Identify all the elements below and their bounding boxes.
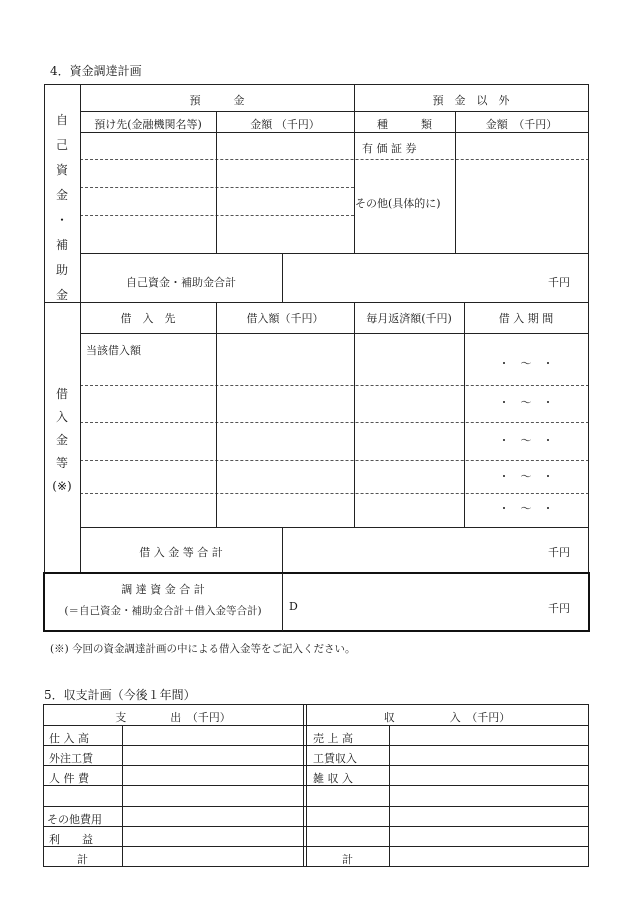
period-mark: ・ ～ ・: [498, 396, 554, 409]
expense-row-label: 利 益: [49, 833, 93, 846]
section4-note: (※) 今回の資金調達計画の中による借入金等をご記入ください。: [50, 643, 356, 655]
period-mark: ・ ～ ・: [498, 470, 554, 483]
self-funds-total-label: 自己資金・補助金合計: [126, 276, 236, 289]
loans-side-label: 借 入 金 等 (※): [52, 387, 72, 493]
first-loan-row-label: 当該借入額: [86, 344, 141, 357]
period-mark: ・ ～ ・: [498, 357, 554, 370]
period-mark: ・ ～ ・: [498, 502, 554, 515]
col-kind: 種 類: [377, 118, 432, 131]
row-securities: 有 価 証 券: [362, 142, 417, 155]
income-row-label: 売 上 高: [313, 732, 353, 745]
expense-row-label: 仕 入 高: [49, 732, 89, 745]
grand-total-sublabel: (＝自己資金・補助金合計＋借入金等合計): [64, 605, 262, 617]
col-deposit-amount: 金額 （千円）: [250, 118, 320, 131]
section5-title: 5．収支計画（今後１年間）: [44, 688, 196, 702]
grand-total-code: D: [289, 600, 298, 613]
col-loan-period: 借 入 期 間: [498, 312, 554, 325]
expense-row-label: その他費用: [47, 813, 102, 826]
col-monthly-repayment: 毎月返済額(千円): [366, 312, 452, 325]
income-total-label: 計: [342, 853, 353, 866]
grand-total-label: 調 達 資 金 合 計: [121, 583, 205, 596]
self-funds-total-unit: 千円: [548, 276, 570, 289]
income-row-label: 工賃収入: [313, 752, 357, 765]
col-loan-amount: 借入額（千円）: [246, 312, 324, 325]
non-deposit-header: 預 金 以 外: [432, 94, 510, 107]
expense-total-label: 計: [77, 853, 88, 866]
row-other: その他(具体的に): [355, 197, 441, 210]
loans-total-unit: 千円: [548, 546, 570, 559]
income-row-label: 雑 収 入: [313, 772, 353, 785]
grand-total-unit: 千円: [548, 602, 570, 615]
self-funds-side-label: 自 己 資 金 ・ 補 助 金: [55, 113, 68, 302]
loans-total-label: 借 入 金 等 合 計: [139, 546, 223, 559]
income-header: 収 入 （千円）: [383, 711, 511, 724]
section4-title: 4．資金調達計画: [50, 64, 142, 78]
col-depositor: 預け先(金融機関名等): [94, 118, 202, 131]
col-lender: 借 入 先: [120, 312, 176, 325]
expense-header: 支 出 （千円）: [115, 711, 231, 724]
period-mark: ・ ～ ・: [498, 434, 554, 447]
deposit-header: 預 金: [189, 94, 245, 107]
col-other-amount: 金額 （千円）: [485, 118, 558, 131]
expense-row-label: 外注工賃: [49, 752, 93, 765]
expense-row-label: 人 件 費: [49, 772, 89, 785]
